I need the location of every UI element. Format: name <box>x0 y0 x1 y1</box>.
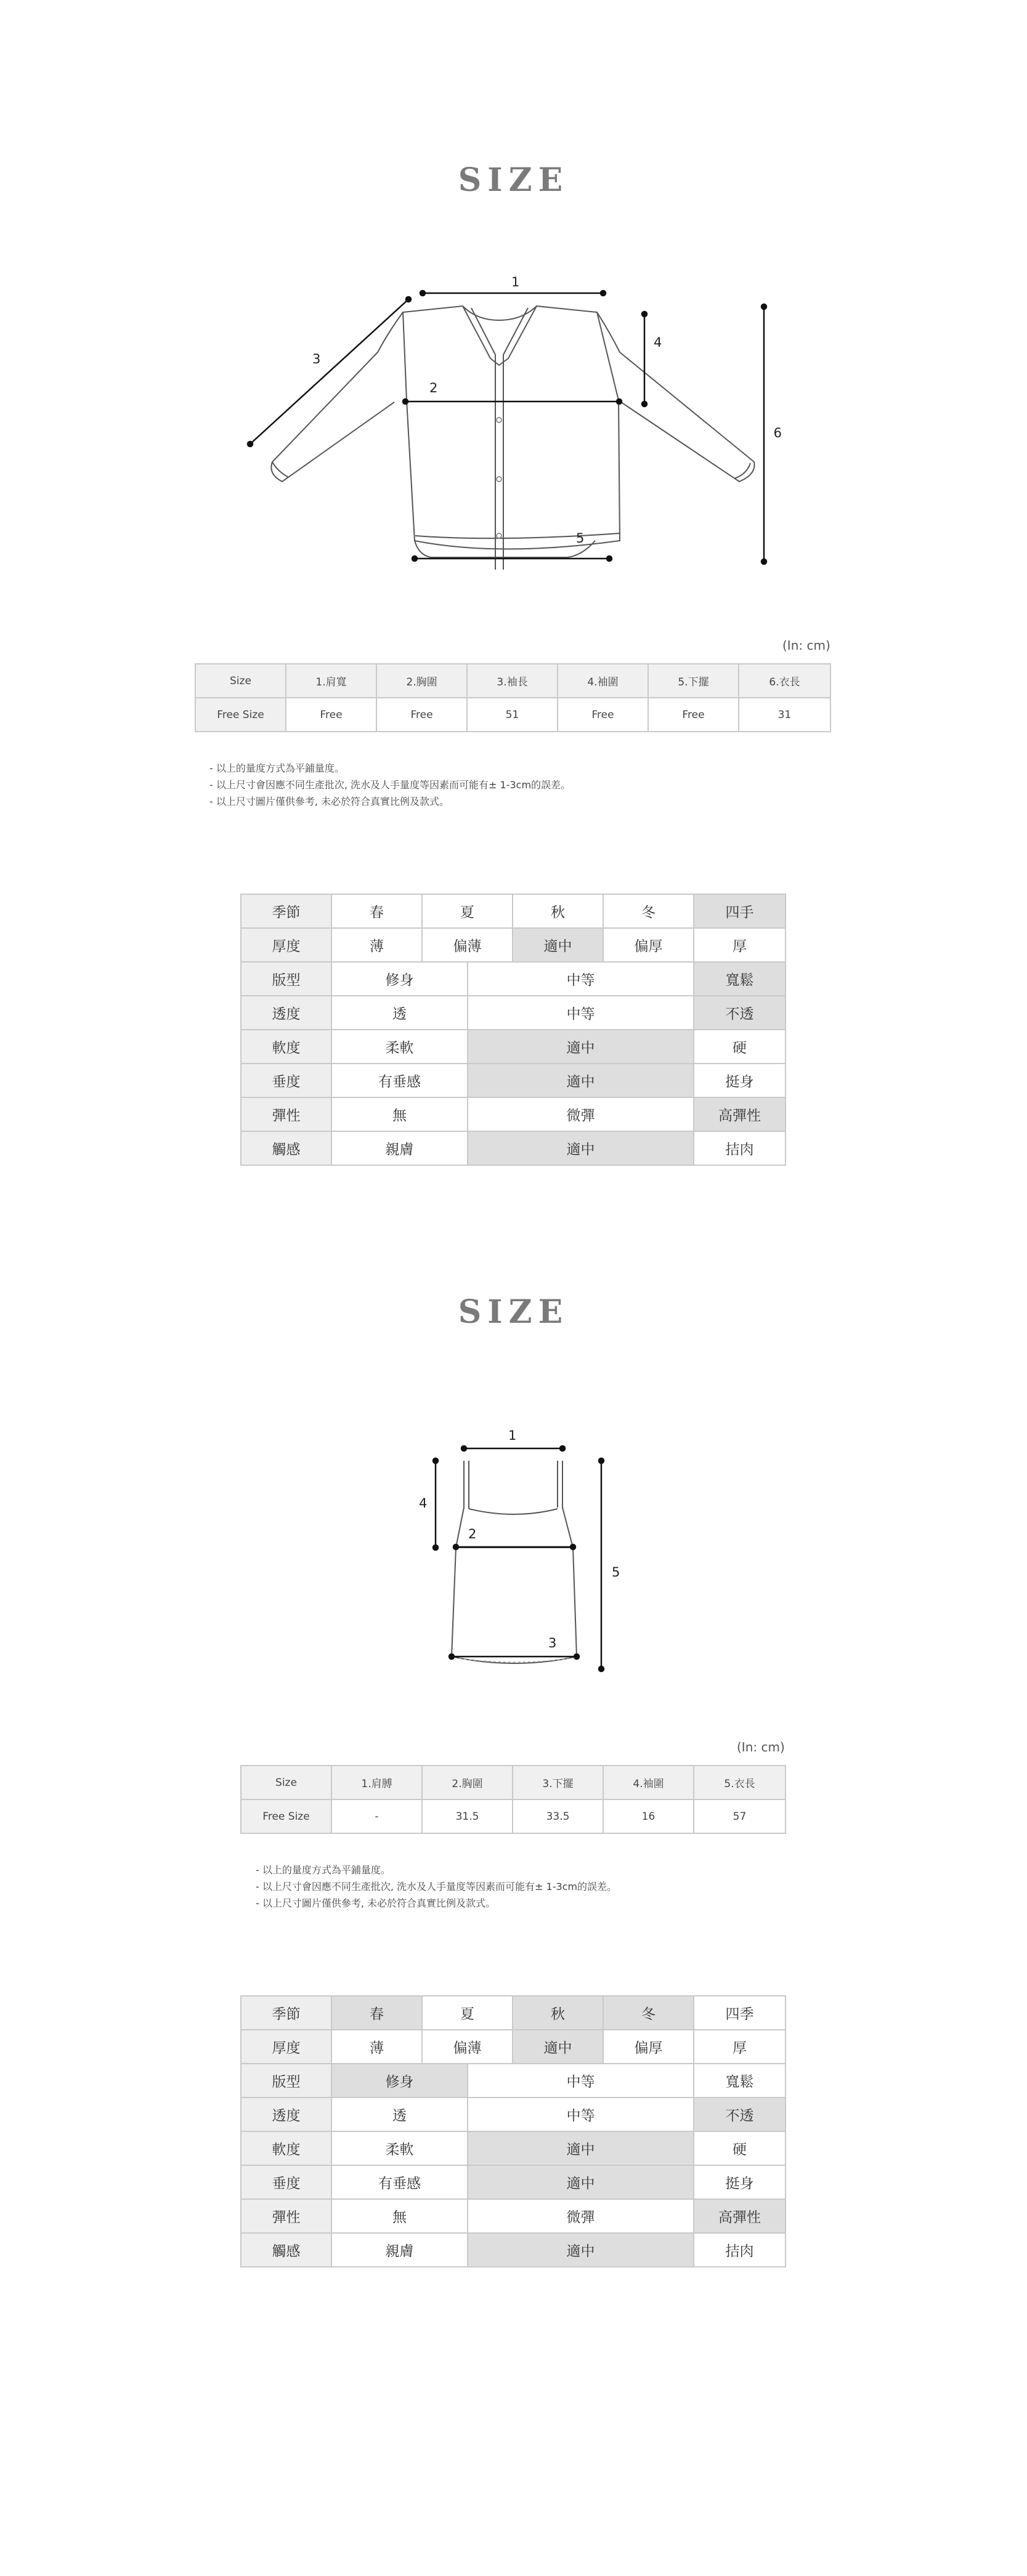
thickness-option: 偏薄 <box>422 2030 513 2064</box>
row-head-cell: Free Size <box>195 698 286 732</box>
season-option: 四季 <box>694 1996 785 2030</box>
header-cell: Size <box>241 1766 331 1799</box>
thickness-option: 偏厚 <box>603 928 694 962</box>
header-cell: 3.袖長 <box>467 664 558 698</box>
softness-option-selected: 適中 <box>468 2131 694 2165</box>
stretch-option: 無 <box>331 2199 468 2233</box>
value-cell: 57 <box>694 1799 785 1833</box>
header-cell: 2.胸圍 <box>422 1766 513 1799</box>
thickness-option: 厚 <box>694 2030 785 2064</box>
fit-option: 中等 <box>468 962 694 996</box>
season-option-selected: 冬 <box>603 1996 694 2030</box>
drape-option: 挺身 <box>694 1064 785 1097</box>
softness-option-selected: 適中 <box>468 1030 694 1064</box>
season-option-selected: 四手 <box>694 894 785 928</box>
diagram-label-4: 4 <box>654 335 662 350</box>
thickness-option-selected: 適中 <box>513 2030 603 2064</box>
diagram-label-5: 5 <box>576 531 585 546</box>
value-cell: - <box>331 1799 422 1833</box>
thickness-option: 厚 <box>694 928 785 962</box>
diagram-label-1: 1 <box>508 1428 517 1443</box>
drape-option-selected: 適中 <box>468 1064 694 1097</box>
touch-option: 拮肉 <box>694 1131 785 1165</box>
note-line: - 以上尺寸會因應不同生產批次, 洗水及人手量度等因素而可能有± 1-3cm的誤差。 <box>209 779 571 791</box>
diagram-label-4: 4 <box>419 1496 428 1511</box>
measurement-table <box>240 1765 786 1834</box>
sheer-option: 中等 <box>468 996 694 1030</box>
softness-option: 柔軟 <box>331 1030 468 1064</box>
softness-option: 硬 <box>694 2131 785 2165</box>
drape-label: 垂度 <box>241 1064 331 1097</box>
season-option: 冬 <box>603 894 694 928</box>
sheer-option: 透 <box>331 996 468 1030</box>
season-option-selected: 春 <box>331 1996 422 2030</box>
fit-option: 修身 <box>331 962 468 996</box>
value-cell: Free <box>648 698 739 732</box>
season-label: 季節 <box>241 894 331 928</box>
header-cell: 5.衣長 <box>694 1766 785 1799</box>
diagram-label-3: 3 <box>548 1636 557 1650</box>
touch-option-selected: 適中 <box>468 2233 694 2267</box>
header-cell: 5.下擺 <box>648 664 739 698</box>
header-cell: 2.胸圍 <box>376 664 467 698</box>
diagram-label-3: 3 <box>312 352 321 366</box>
stretch-label: 彈性 <box>241 1097 331 1131</box>
diagram-label-2: 2 <box>468 1527 477 1541</box>
header-cell: 4.袖圍 <box>558 664 648 698</box>
header-cell: 1.肩寬 <box>286 664 376 698</box>
size-title: SIZE <box>458 1293 569 1331</box>
fit-option-selected: 修身 <box>331 2064 468 2098</box>
season-option: 夏 <box>422 894 513 928</box>
touch-label: 觸感 <box>241 1131 331 1165</box>
camisole-diagram <box>407 1416 628 1681</box>
touch-option: 拮肉 <box>694 2233 785 2267</box>
diagram-label-1: 1 <box>511 275 520 289</box>
drape-option: 有垂感 <box>331 1064 468 1097</box>
fabric-table <box>240 1995 786 2267</box>
thickness-option: 偏薄 <box>422 928 513 962</box>
diagram-label-2: 2 <box>429 381 438 395</box>
sheer-option-selected: 不透 <box>694 996 785 1030</box>
softness-label: 軟度 <box>241 1030 331 1064</box>
note-line: - 以上尺寸會因應不同生產批次, 洗水及人手量度等因素而可能有± 1-3cm的誤差。 <box>256 1881 617 1892</box>
sheer-option: 中等 <box>468 2098 694 2131</box>
drape-option: 挺身 <box>694 2165 785 2199</box>
thickness-option: 偏厚 <box>603 2030 694 2064</box>
value-cell: Free <box>376 698 467 732</box>
touch-option: 親膚 <box>331 1131 468 1165</box>
cardigan-diagram <box>234 265 782 585</box>
note-line: - 以上的量度方式為平鋪量度。 <box>209 762 344 774</box>
drape-option: 有垂感 <box>331 2165 468 2199</box>
sheer-option: 透 <box>331 2098 468 2131</box>
thickness-option: 薄 <box>331 928 422 962</box>
fit-option: 寬鬆 <box>694 2064 785 2098</box>
diagram-label-5: 5 <box>612 1565 620 1580</box>
touch-label: 觸感 <box>241 2233 331 2267</box>
stretch-option-selected: 高彈性 <box>694 2199 785 2233</box>
unit-label: (In: cm) <box>782 638 830 653</box>
value-cell: 51 <box>467 698 558 732</box>
value-cell: 31.5 <box>422 1799 513 1833</box>
thickness-label: 厚度 <box>241 928 331 962</box>
thickness-option: 薄 <box>331 2030 422 2064</box>
softness-label: 軟度 <box>241 2131 331 2165</box>
stretch-option: 無 <box>331 1097 468 1131</box>
season-option-selected: 秋 <box>513 1996 603 2030</box>
header-cell: 1.肩膊 <box>331 1766 422 1799</box>
fabric-table <box>240 894 786 1166</box>
stretch-option: 微彈 <box>468 1097 694 1131</box>
sheer-label: 透度 <box>241 2098 331 2131</box>
value-cell: Free <box>286 698 376 732</box>
value-cell: 33.5 <box>513 1799 603 1833</box>
sheer-label: 透度 <box>241 996 331 1030</box>
season-option: 秋 <box>513 894 603 928</box>
note-line: - 以上的量度方式為平鋪量度。 <box>256 1864 391 1876</box>
note-line: - 以上尺寸圖片僅供參考, 未必於符合真實比例及款式。 <box>209 796 450 807</box>
size-title: SIZE <box>458 161 569 199</box>
touch-option: 親膚 <box>331 2233 468 2267</box>
touch-option-selected: 適中 <box>468 1131 694 1165</box>
measurement-table <box>195 663 831 732</box>
row-head-cell: Free Size <box>241 1799 331 1833</box>
diagram-label-6: 6 <box>773 426 782 440</box>
stretch-label: 彈性 <box>241 2199 331 2233</box>
fit-option-selected: 寬鬆 <box>694 962 785 996</box>
note-line: - 以上尺寸圖片僅供參考, 未必於符合真實比例及款式。 <box>256 1897 496 1909</box>
thickness-label: 厚度 <box>241 2030 331 2064</box>
season-label: 季節 <box>241 1996 331 2030</box>
thickness-option-selected: 適中 <box>513 928 603 962</box>
stretch-option: 微彈 <box>468 2199 694 2233</box>
fit-label: 版型 <box>241 962 331 996</box>
header-cell: 4.袖圍 <box>603 1766 694 1799</box>
notes <box>256 1862 617 1912</box>
fit-option: 中等 <box>468 2064 694 2098</box>
softness-option: 柔軟 <box>331 2131 468 2165</box>
drape-label: 垂度 <box>241 2165 331 2199</box>
fit-label: 版型 <box>241 2064 331 2098</box>
value-cell: 31 <box>739 698 830 732</box>
sheer-option-selected: 不透 <box>694 2098 785 2131</box>
softness-option: 硬 <box>694 1030 785 1064</box>
header-cell: 3.下擺 <box>513 1766 603 1799</box>
header-cell: Size <box>195 664 286 698</box>
season-option: 春 <box>331 894 422 928</box>
stretch-option-selected: 高彈性 <box>694 1097 785 1131</box>
season-option: 夏 <box>422 1996 513 2030</box>
drape-option-selected: 適中 <box>468 2165 694 2199</box>
value-cell: Free <box>558 698 648 732</box>
notes <box>209 760 570 810</box>
value-cell: 16 <box>603 1799 694 1833</box>
header-cell: 6.衣長 <box>739 664 830 698</box>
unit-label: (In: cm) <box>737 1740 785 1754</box>
